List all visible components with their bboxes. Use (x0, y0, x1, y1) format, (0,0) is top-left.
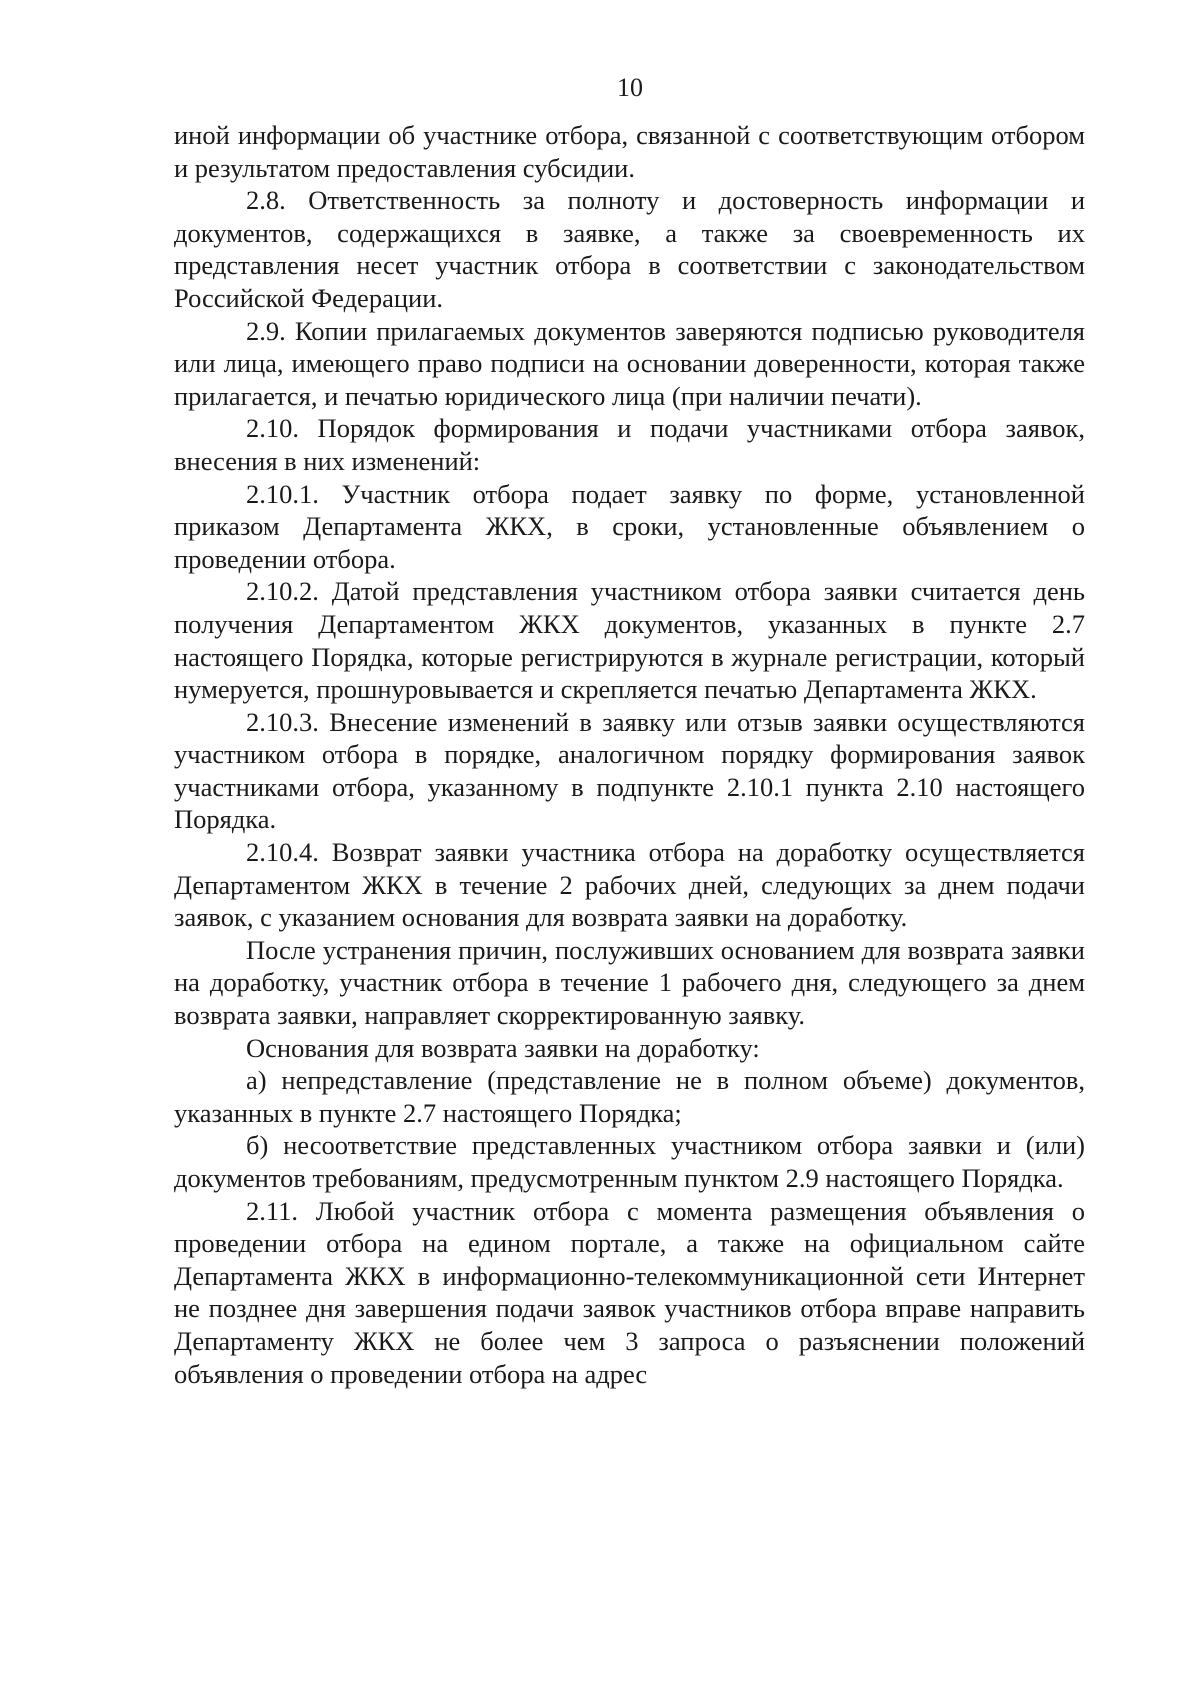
paragraph-return-grounds: Основания для возврата заявки на доработку: (246, 1032, 760, 1063)
paragraph-2-11: 2.11. Любой участник отбора с момента размещения объявления о проведении отбора на едином портале, а также на официальном сайте Департамента ЖКХ в информационно-телекоммуникационной сети Интернет не позднее дня завершения подачи заявок участников отбора вправе направить Департаменту ЖКХ не более чем 3 запроса о разъяснении положений объявления о проведении отбора на адрес (174, 1195, 1085, 1389)
paragraph-2-10: 2.10. Порядок формирования и подачи участниками отбора заявок, внесения в них изменений: (174, 413, 1085, 476)
paragraph-2-10-3: 2.10.3. Внесение изменений в заявку или отзыв заявки осуществляются участником отбора в порядке, аналогичном порядку формирования заявок участниками отбора, указанному в подпункте 2.10.1 пункта 2.10 настоящего Порядка. (174, 706, 1085, 835)
page-number: 10 (617, 73, 643, 102)
document-body (174, 119, 1085, 1390)
paragraph-ground-b: б) несоответствие представленных участником отбора заявки и (или) документов требованиям, предусмотренным пунктом 2.9 настоящего Порядка. (174, 1130, 1085, 1193)
paragraph-2-10-2: 2.10.2. Датой представления участником отбора заявки считается день получения Департаментом ЖКХ документов, указанных в пункте 2.7 настоящего Порядка, которые регистрируются в журнале регистрации, который нумеруется, прошнуровывается и скрепляется печатью Департамента ЖКХ. (174, 576, 1085, 705)
paragraph-2-10-4: 2.10.4. Возврат заявки участника отбора на доработку осуществляется Департаментом ЖКХ в течение 2 рабочих дней, следующих за днем подачи заявок, с указанием основания для возврата заявки на доработку. (174, 837, 1085, 933)
paragraph-2-8: 2.8. Ответственность за полноту и достоверность информации и документов, содержащихся в заявке, а также за своевременность их представления несет участник отбора в соответствии с законодательством Российской Федерации. (174, 185, 1085, 313)
paragraph-ground-a: а) непредставление (представление не в полном объеме) документов, указанных в пункте 2.7 настоящего Порядка; (174, 1065, 1085, 1128)
paragraph-continuation: иной информации об участнике отбора, связанной с соответствующим отбором и результатом предоставления субсидии. (174, 120, 1085, 183)
paragraph-2-9: 2.9. Копии прилагаемых документов заверяются подписью руководителя или лица, имеющего право подписи на основании доверенности, которая также прилагается, и печатью юридического лица (при наличии печати). (174, 315, 1085, 411)
paragraph-after-correction: После устранения причин, послуживших основанием для возврата заявки на доработку, участник отбора в течение 1 рабочего дня, следующего за днем возврата заявки, направляет скорректированную заявку. (174, 934, 1085, 1031)
paragraph-2-10-1: 2.10.1. Участник отбора подает заявку по форме, установленной приказом Департамента ЖКХ, в сроки, установленные объявлением о проведении отбора. (174, 478, 1085, 574)
